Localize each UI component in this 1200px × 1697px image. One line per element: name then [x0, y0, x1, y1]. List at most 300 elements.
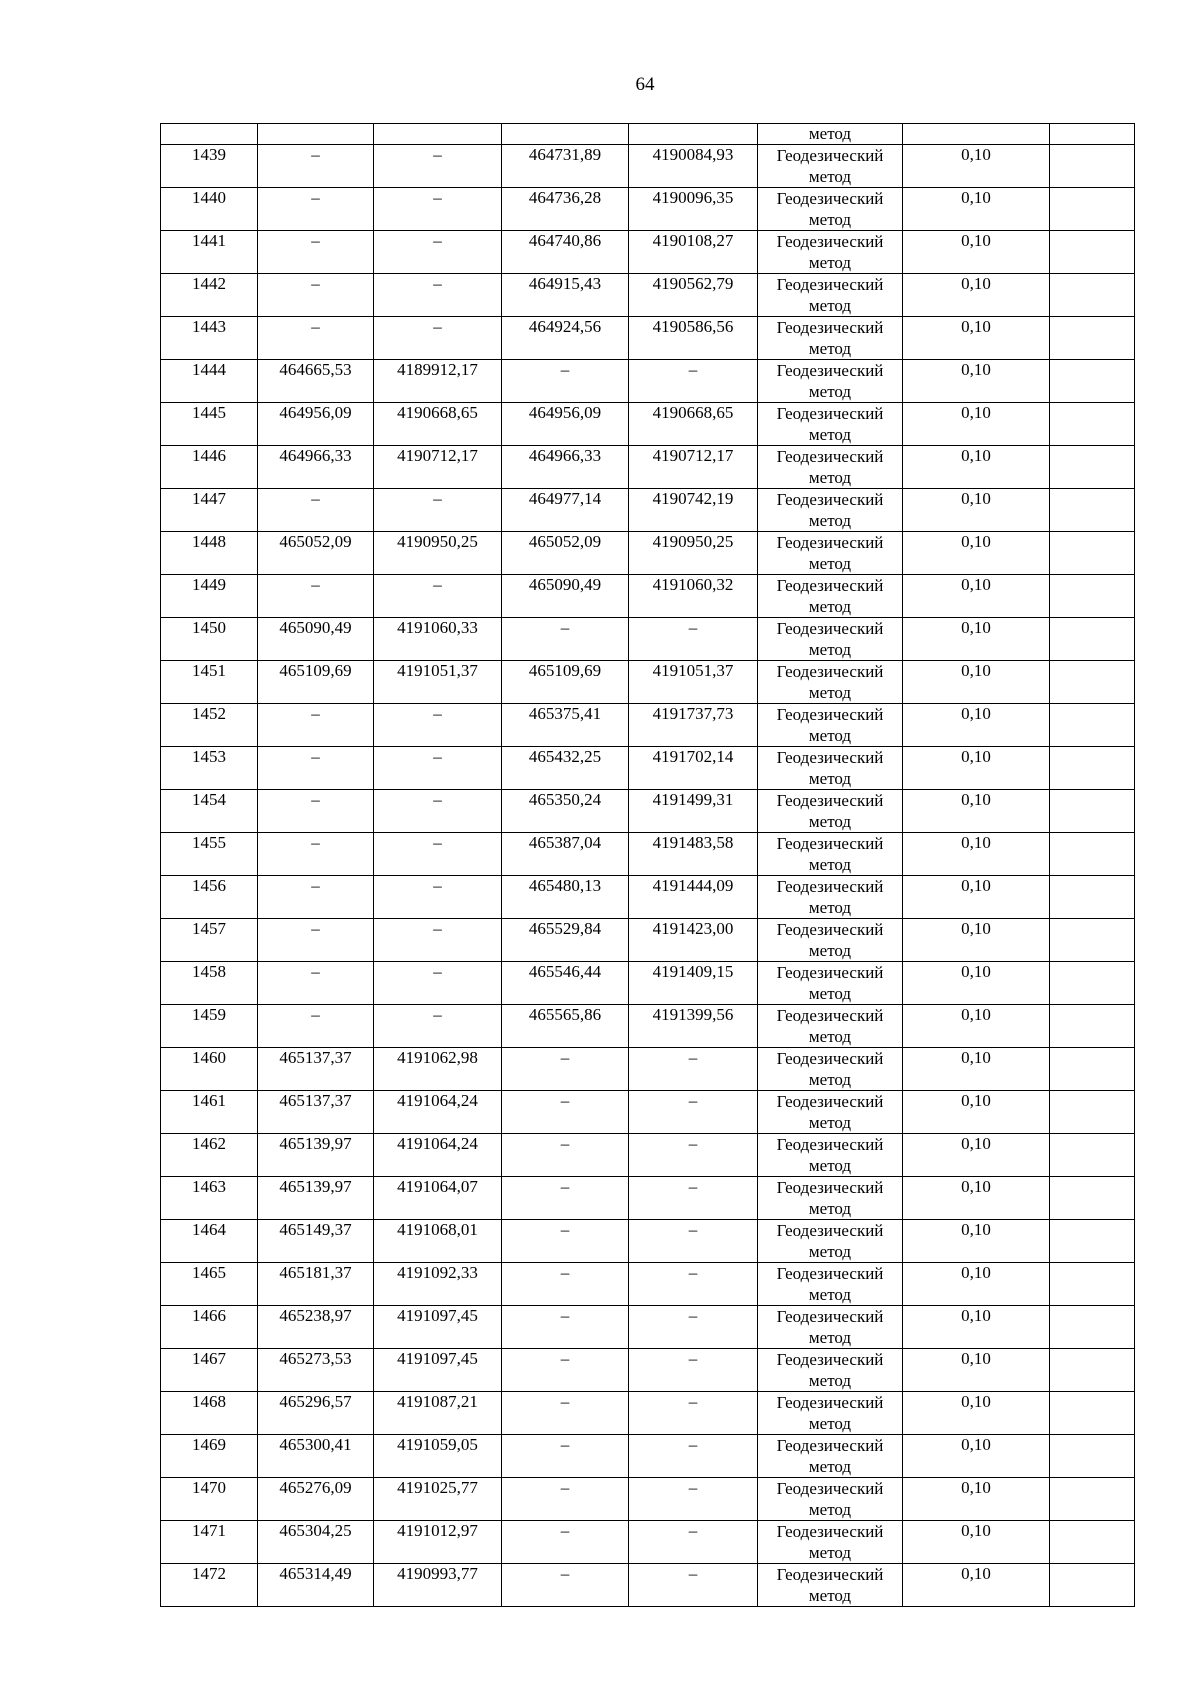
- empty-cell: [1050, 1005, 1135, 1048]
- x-refined-cell: 464966,33: [502, 446, 629, 489]
- accuracy-cell: 0,10: [903, 1263, 1050, 1306]
- table-row: [161, 747, 1135, 790]
- empty-cell: [1050, 1263, 1135, 1306]
- method-cell: [758, 661, 903, 704]
- table-row: [161, 1005, 1135, 1048]
- method-label-line2: метод: [808, 769, 852, 788]
- method-cell: [758, 704, 903, 747]
- y-existing-cell: 4191087,21: [374, 1392, 502, 1435]
- y-existing-cell: 4189912,17: [374, 360, 502, 403]
- empty-cell: [1050, 661, 1135, 704]
- x-refined-cell: 465546,44: [502, 962, 629, 1005]
- y-existing-cell: 4191051,37: [374, 661, 502, 704]
- point-number-cell: 1471: [161, 1521, 258, 1564]
- method-cell: [758, 876, 903, 919]
- table-row: [161, 145, 1135, 188]
- table-row: [161, 403, 1135, 446]
- method-cell: [758, 360, 903, 403]
- y-refined-cell: –: [629, 1134, 758, 1177]
- x-existing-cell: 465300,41: [258, 1435, 374, 1478]
- method-cell: [758, 1177, 903, 1220]
- point-number-cell: 1449: [161, 575, 258, 618]
- point-number-cell: 1457: [161, 919, 258, 962]
- y-refined-cell: –: [629, 1177, 758, 1220]
- method-label-line1: Геодезический: [776, 1393, 884, 1412]
- y-refined-cell: –: [629, 360, 758, 403]
- y-refined-cell: 4190586,56: [629, 317, 758, 360]
- y-existing-cell: 4190668,65: [374, 403, 502, 446]
- accuracy-cell: 0,10: [903, 1392, 1050, 1435]
- method-cell: [758, 833, 903, 876]
- method-label-line2: метод: [808, 855, 852, 874]
- x-existing-cell: 464956,09: [258, 403, 374, 446]
- table-row: [161, 1220, 1135, 1263]
- method-cell: [758, 618, 903, 661]
- method-cell: [758, 188, 903, 231]
- x-existing-cell: 465139,97: [258, 1134, 374, 1177]
- x-existing-cell: 465149,37: [258, 1220, 374, 1263]
- y-existing-cell: 4191097,45: [374, 1349, 502, 1392]
- accuracy-cell: 0,10: [903, 317, 1050, 360]
- point-number-cell: 1470: [161, 1478, 258, 1521]
- accuracy-cell: 0,10: [903, 1177, 1050, 1220]
- method-label-line2: метод: [808, 1371, 852, 1390]
- table-row: [161, 1478, 1135, 1521]
- y-existing-cell: 4191064,07: [374, 1177, 502, 1220]
- method-label-line2: метод: [808, 1027, 852, 1046]
- method-label-line2: метод: [808, 683, 852, 702]
- y-existing-cell: 4190950,25: [374, 532, 502, 575]
- y-refined-cell: –: [629, 1048, 758, 1091]
- x-existing-cell: –: [258, 962, 374, 1005]
- method-label-line1: Геодезический: [776, 490, 884, 509]
- empty-cell: [1050, 790, 1135, 833]
- y-existing-cell: 4190712,17: [374, 446, 502, 489]
- x-refined-cell: 464740,86: [502, 231, 629, 274]
- point-number-cell: 1463: [161, 1177, 258, 1220]
- method-label-line1: Геодезический: [776, 1479, 884, 1498]
- method-cell: [758, 489, 903, 532]
- accuracy-cell: 0,10: [903, 403, 1050, 446]
- method-label-line1: Геодезический: [776, 146, 884, 165]
- x-existing-cell: 465273,53: [258, 1349, 374, 1392]
- accuracy-cell: 0,10: [903, 231, 1050, 274]
- table-row: [161, 790, 1135, 833]
- y-existing-cell: 4191059,05: [374, 1435, 502, 1478]
- y-existing-cell: –: [374, 747, 502, 790]
- accuracy-cell: 0,10: [903, 1306, 1050, 1349]
- method-label-line1: Геодезический: [776, 1522, 884, 1541]
- table-row: [161, 1091, 1135, 1134]
- y-existing-cell: 4191064,24: [374, 1091, 502, 1134]
- method-label-line2: метод: [808, 812, 852, 831]
- empty-cell: [1050, 1349, 1135, 1392]
- method-cell: [758, 1564, 903, 1607]
- y-existing-cell: –: [374, 274, 502, 317]
- x-refined-cell: –: [502, 1478, 629, 1521]
- table-cell: [629, 124, 758, 145]
- point-number-cell: 1439: [161, 145, 258, 188]
- x-existing-cell: –: [258, 747, 374, 790]
- point-number-cell: 1461: [161, 1091, 258, 1134]
- table-row: [161, 1263, 1135, 1306]
- x-existing-cell: 465181,37: [258, 1263, 374, 1306]
- x-refined-cell: –: [502, 1392, 629, 1435]
- method-label-line1: Геодезический: [776, 1178, 884, 1197]
- empty-cell: [1050, 1392, 1135, 1435]
- table-row: [161, 704, 1135, 747]
- empty-cell: [1050, 833, 1135, 876]
- method-label-line1: Геодезический: [776, 232, 884, 251]
- y-refined-cell: 4191423,00: [629, 919, 758, 962]
- x-refined-cell: –: [502, 1306, 629, 1349]
- y-existing-cell: 4190993,77: [374, 1564, 502, 1607]
- point-number-cell: 1472: [161, 1564, 258, 1607]
- table-cell: [161, 124, 258, 145]
- table-row: [161, 618, 1135, 661]
- method-label-line2: метод: [808, 511, 852, 530]
- method-label-line2: метод: [808, 984, 852, 1003]
- accuracy-cell: 0,10: [903, 360, 1050, 403]
- x-refined-cell: 465565,86: [502, 1005, 629, 1048]
- method-cell: [758, 532, 903, 575]
- x-existing-cell: 465314,49: [258, 1564, 374, 1607]
- x-refined-cell: 464736,28: [502, 188, 629, 231]
- method-label-line2: метод: [808, 382, 852, 401]
- accuracy-cell: 0,10: [903, 1521, 1050, 1564]
- y-refined-cell: –: [629, 1091, 758, 1134]
- table-row: [161, 1306, 1135, 1349]
- point-number-cell: 1456: [161, 876, 258, 919]
- y-existing-cell: 4191060,33: [374, 618, 502, 661]
- method-cell: [758, 1478, 903, 1521]
- y-refined-cell: –: [629, 1435, 758, 1478]
- empty-cell: [1050, 618, 1135, 661]
- method-cell: [758, 747, 903, 790]
- x-existing-cell: 464665,53: [258, 360, 374, 403]
- y-existing-cell: –: [374, 489, 502, 532]
- empty-cell: [1050, 188, 1135, 231]
- accuracy-cell: 0,10: [903, 790, 1050, 833]
- point-number-cell: 1467: [161, 1349, 258, 1392]
- empty-cell: [1050, 1134, 1135, 1177]
- y-refined-cell: 4191060,32: [629, 575, 758, 618]
- method-label-line1: Геодезический: [776, 1135, 884, 1154]
- method-cell: [758, 1005, 903, 1048]
- x-refined-cell: 465387,04: [502, 833, 629, 876]
- y-existing-cell: 4191097,45: [374, 1306, 502, 1349]
- x-refined-cell: –: [502, 1349, 629, 1392]
- table-row: [161, 962, 1135, 1005]
- empty-cell: [1050, 317, 1135, 360]
- empty-cell: [1050, 1091, 1135, 1134]
- method-label-line2: метод: [808, 941, 852, 960]
- point-number-cell: 1468: [161, 1392, 258, 1435]
- y-existing-cell: 4191062,98: [374, 1048, 502, 1091]
- point-number-cell: 1452: [161, 704, 258, 747]
- table-row: [161, 1048, 1135, 1091]
- point-number-cell: 1453: [161, 747, 258, 790]
- y-refined-cell: 4190108,27: [629, 231, 758, 274]
- x-existing-cell: 465238,97: [258, 1306, 374, 1349]
- method-cell: [758, 962, 903, 1005]
- x-existing-cell: –: [258, 231, 374, 274]
- y-existing-cell: –: [374, 876, 502, 919]
- table-row: [161, 188, 1135, 231]
- method-cell: [758, 1521, 903, 1564]
- accuracy-cell: 0,10: [903, 1564, 1050, 1607]
- y-refined-cell: –: [629, 1263, 758, 1306]
- accuracy-cell: 0,10: [903, 876, 1050, 919]
- method-label-line1: Геодезический: [776, 748, 884, 767]
- accuracy-cell: 0,10: [903, 145, 1050, 188]
- method-cell: [758, 231, 903, 274]
- x-refined-cell: 465375,41: [502, 704, 629, 747]
- accuracy-cell: 0,10: [903, 962, 1050, 1005]
- method-cell: [758, 575, 903, 618]
- method-label-line1: Геодезический: [776, 662, 884, 681]
- method-label-line1: Геодезический: [776, 533, 884, 552]
- point-number-cell: 1465: [161, 1263, 258, 1306]
- method-cell: [758, 1220, 903, 1263]
- empty-cell: [1050, 274, 1135, 317]
- accuracy-cell: 0,10: [903, 532, 1050, 575]
- y-refined-cell: 4191444,09: [629, 876, 758, 919]
- x-existing-cell: –: [258, 274, 374, 317]
- empty-cell: [1050, 1220, 1135, 1263]
- x-existing-cell: 465109,69: [258, 661, 374, 704]
- method-cell-continuation: метод: [758, 124, 903, 145]
- x-refined-cell: 465109,69: [502, 661, 629, 704]
- method-cell: [758, 1263, 903, 1306]
- accuracy-cell: 0,10: [903, 1478, 1050, 1521]
- method-cell: [758, 1091, 903, 1134]
- method-label-line2: метод: [808, 468, 852, 487]
- table-row: [161, 1521, 1135, 1564]
- x-existing-cell: 465296,57: [258, 1392, 374, 1435]
- method-label-line2: метод: [808, 1199, 852, 1218]
- point-number-cell: 1443: [161, 317, 258, 360]
- table-row: [161, 1392, 1135, 1435]
- method-cell: [758, 1306, 903, 1349]
- method-label-line2: метод: [808, 726, 852, 745]
- accuracy-cell: 0,10: [903, 618, 1050, 661]
- x-refined-cell: –: [502, 1220, 629, 1263]
- table-row: [161, 575, 1135, 618]
- method-label-line2: метод: [808, 898, 852, 917]
- method-label-line2: метод: [808, 597, 852, 616]
- table-row: [161, 1564, 1135, 1607]
- y-refined-cell: 4191051,37: [629, 661, 758, 704]
- x-refined-cell: 465350,24: [502, 790, 629, 833]
- accuracy-cell: 0,10: [903, 919, 1050, 962]
- y-refined-cell: –: [629, 1349, 758, 1392]
- y-refined-cell: 4191399,56: [629, 1005, 758, 1048]
- table-row: [161, 231, 1135, 274]
- y-existing-cell: –: [374, 833, 502, 876]
- x-refined-cell: –: [502, 618, 629, 661]
- x-existing-cell: –: [258, 317, 374, 360]
- method-cell: [758, 1349, 903, 1392]
- y-existing-cell: 4191012,97: [374, 1521, 502, 1564]
- x-refined-cell: –: [502, 1134, 629, 1177]
- x-existing-cell: 465137,37: [258, 1048, 374, 1091]
- method-label-line1: Геодезический: [776, 1350, 884, 1369]
- x-refined-cell: –: [502, 1091, 629, 1134]
- accuracy-cell: 0,10: [903, 661, 1050, 704]
- point-number-cell: 1464: [161, 1220, 258, 1263]
- x-existing-cell: 465276,09: [258, 1478, 374, 1521]
- empty-cell: [1050, 145, 1135, 188]
- y-existing-cell: –: [374, 145, 502, 188]
- table-row: [161, 360, 1135, 403]
- point-number-cell: 1451: [161, 661, 258, 704]
- method-label-line2: метод: [808, 296, 852, 315]
- method-label-line2: метод: [808, 1285, 852, 1304]
- method-label-line1: Геодезический: [776, 576, 884, 595]
- accuracy-cell: 0,10: [903, 1005, 1050, 1048]
- method-label-line1: Геодезический: [776, 1049, 884, 1068]
- method-label-line1: Геодезический: [776, 318, 884, 337]
- method-label-line2: метод: [808, 1586, 852, 1605]
- empty-cell: [1050, 919, 1135, 962]
- y-refined-cell: –: [629, 1478, 758, 1521]
- table-row: [161, 661, 1135, 704]
- empty-cell: [1050, 360, 1135, 403]
- y-refined-cell: 4190084,93: [629, 145, 758, 188]
- empty-cell: [1050, 1177, 1135, 1220]
- y-refined-cell: 4190950,25: [629, 532, 758, 575]
- y-refined-cell: 4190712,17: [629, 446, 758, 489]
- x-existing-cell: –: [258, 704, 374, 747]
- x-existing-cell: –: [258, 1005, 374, 1048]
- y-existing-cell: 4191068,01: [374, 1220, 502, 1263]
- accuracy-cell: 0,10: [903, 575, 1050, 618]
- table-cell: [374, 124, 502, 145]
- method-cell: [758, 919, 903, 962]
- table-row: [161, 1177, 1135, 1220]
- y-existing-cell: –: [374, 231, 502, 274]
- y-refined-cell: 4191409,15: [629, 962, 758, 1005]
- y-refined-cell: –: [629, 1521, 758, 1564]
- method-label-line1: Геодезический: [776, 361, 884, 380]
- y-existing-cell: 4191025,77: [374, 1478, 502, 1521]
- table-row: [161, 317, 1135, 360]
- x-refined-cell: 465432,25: [502, 747, 629, 790]
- method-label-line2: метод: [808, 253, 852, 272]
- method-label-line1: Геодезический: [776, 1436, 884, 1455]
- table-row: [161, 1435, 1135, 1478]
- accuracy-cell: 0,10: [903, 489, 1050, 532]
- y-refined-cell: 4190562,79: [629, 274, 758, 317]
- table-cell: [258, 124, 374, 145]
- empty-cell: [1050, 1521, 1135, 1564]
- method-label-line1: Геодезический: [776, 404, 884, 423]
- method-label-line2: метод: [808, 1457, 852, 1476]
- point-number-cell: 1450: [161, 618, 258, 661]
- x-existing-cell: 465137,37: [258, 1091, 374, 1134]
- empty-cell: [1050, 1435, 1135, 1478]
- x-refined-cell: 464977,14: [502, 489, 629, 532]
- x-refined-cell: 464731,89: [502, 145, 629, 188]
- method-label-line1: Геодезический: [776, 834, 884, 853]
- accuracy-cell: 0,10: [903, 747, 1050, 790]
- x-refined-cell: 465480,13: [502, 876, 629, 919]
- point-number-cell: 1454: [161, 790, 258, 833]
- y-existing-cell: –: [374, 1005, 502, 1048]
- empty-cell: [1050, 747, 1135, 790]
- y-existing-cell: –: [374, 919, 502, 962]
- x-existing-cell: –: [258, 919, 374, 962]
- method-label-line2: метод: [808, 1500, 852, 1519]
- method-label-line1: Геодезический: [776, 791, 884, 810]
- empty-cell: [1050, 962, 1135, 1005]
- y-refined-cell: –: [629, 1564, 758, 1607]
- x-refined-cell: –: [502, 1263, 629, 1306]
- accuracy-cell: 0,10: [903, 833, 1050, 876]
- point-number-cell: 1447: [161, 489, 258, 532]
- method-label-line1: Геодезический: [776, 705, 884, 724]
- method-label-line2: метод: [808, 425, 852, 444]
- point-number-cell: 1459: [161, 1005, 258, 1048]
- method-cell: [758, 790, 903, 833]
- empty-cell: [1050, 1478, 1135, 1521]
- method-label-line2: метод: [808, 210, 852, 229]
- method-label-line1: Геодезический: [776, 447, 884, 466]
- point-number-cell: 1445: [161, 403, 258, 446]
- method-cell: [758, 1048, 903, 1091]
- x-existing-cell: 465139,97: [258, 1177, 374, 1220]
- x-existing-cell: –: [258, 790, 374, 833]
- method-label-line2: метод: [808, 640, 852, 659]
- accuracy-cell: 0,10: [903, 704, 1050, 747]
- empty-cell: [1050, 231, 1135, 274]
- point-number-cell: 1442: [161, 274, 258, 317]
- coordinates-table: [160, 123, 1135, 1607]
- point-number-cell: 1444: [161, 360, 258, 403]
- x-refined-cell: 464956,09: [502, 403, 629, 446]
- x-existing-cell: 465052,09: [258, 532, 374, 575]
- point-number-cell: 1441: [161, 231, 258, 274]
- x-refined-cell: 464924,56: [502, 317, 629, 360]
- empty-cell: [1050, 876, 1135, 919]
- x-existing-cell: –: [258, 833, 374, 876]
- point-number-cell: 1469: [161, 1435, 258, 1478]
- empty-cell: [1050, 403, 1135, 446]
- x-existing-cell: 465090,49: [258, 618, 374, 661]
- point-number-cell: 1460: [161, 1048, 258, 1091]
- y-refined-cell: 4191499,31: [629, 790, 758, 833]
- method-label-line1: Геодезический: [776, 275, 884, 294]
- point-number-cell: 1448: [161, 532, 258, 575]
- method-label-line2: метод: [808, 1414, 852, 1433]
- accuracy-cell: 0,10: [903, 188, 1050, 231]
- y-existing-cell: –: [374, 188, 502, 231]
- method-label-line2: метод: [808, 1156, 852, 1175]
- accuracy-cell: 0,10: [903, 1134, 1050, 1177]
- method-label-line1: Геодезический: [776, 963, 884, 982]
- method-label-line1: Геодезический: [776, 1221, 884, 1240]
- empty-cell: [1050, 446, 1135, 489]
- page-number: 64: [635, 74, 655, 95]
- x-refined-cell: 465090,49: [502, 575, 629, 618]
- method-cell: [758, 1134, 903, 1177]
- y-existing-cell: –: [374, 790, 502, 833]
- table-row: [161, 919, 1135, 962]
- y-refined-cell: 4190668,65: [629, 403, 758, 446]
- method-cell: [758, 446, 903, 489]
- empty-cell: [1050, 704, 1135, 747]
